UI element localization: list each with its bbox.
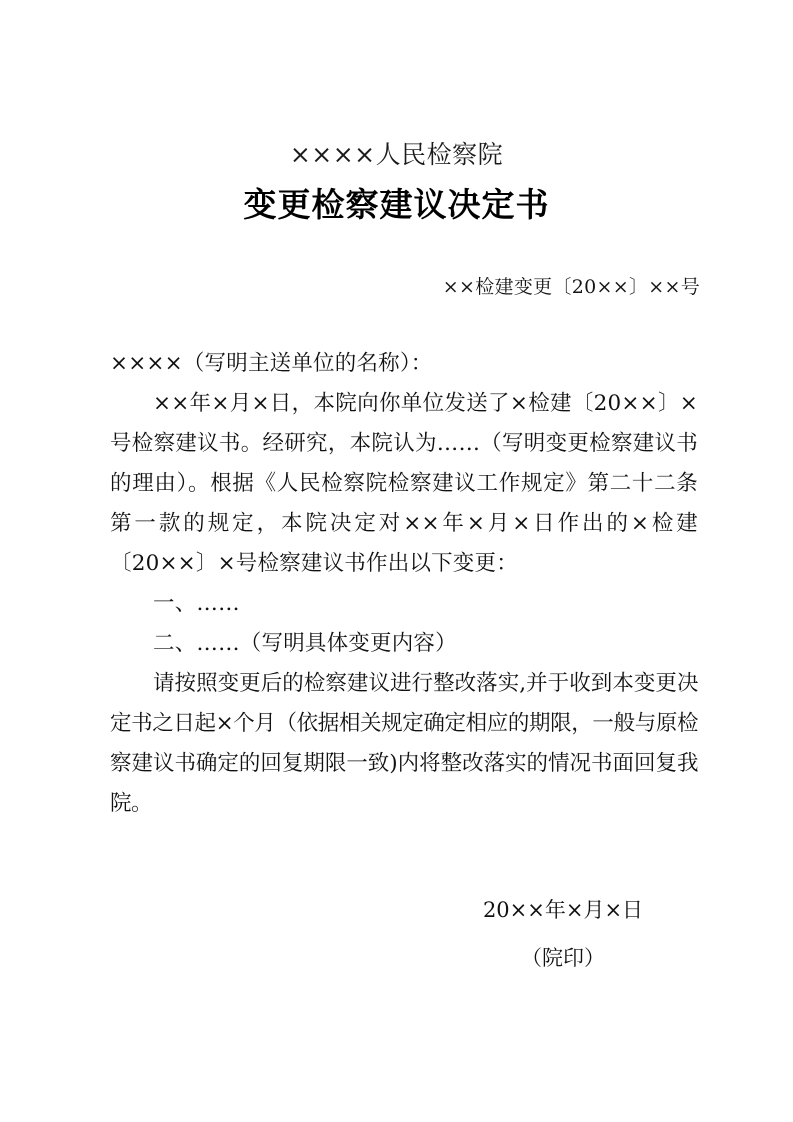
signature-date: 20××年×月×日 (482, 898, 644, 922)
document-header (0, 138, 793, 226)
change-item-1: 一、…… (153, 591, 240, 616)
signature-block (432, 893, 694, 975)
document-body (110, 344, 698, 824)
issuing-authority: ××××人民检察院 (289, 140, 504, 169)
document-title: 变更检察建议决定书 (243, 185, 550, 224)
document-number: ××检建变更〔20××〕××号 (442, 276, 700, 298)
body-paragraph-2: 请按照变更后的检察建议进行整改落实,并于收到本变更决定书之日起×个月（依据相关规定确定相应的期限，一般与原检察建议书确定的回复期限一致)内将整改落实的情况书面回复我院。 (110, 671, 698, 816)
change-item-2: 二、……（写明具体变更内容） (153, 631, 457, 656)
addressee-line: ××××（写明主送单位的名称）： (110, 351, 433, 376)
seal-placeholder: （院印） (521, 946, 605, 970)
body-paragraph-1: ××年×月×日，本院向你单位发送了×检建〔20××〕×号检察建议书。经研究，本院认为……（写明变更检察建议书的理由）。根据《人民检察院检察建议工作规定》第二十二条第一款的规定，本院决定对××年×月×日作出的×检建〔20××〕×号检察建议书作出以下变更： (110, 391, 698, 576)
